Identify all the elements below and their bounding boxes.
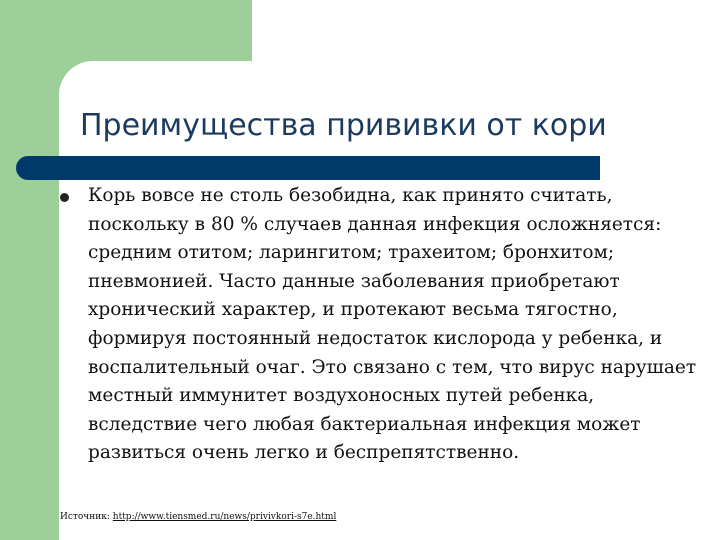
source-label: Источник: — [60, 512, 110, 522]
source-note — [60, 512, 336, 522]
source-link[interactable]: http://www.tiensmed.ru/news/privivkori-s7e.html — [112, 512, 337, 522]
bullet-icon — [60, 193, 69, 202]
title-underline-bar — [16, 156, 600, 180]
title-bar-body — [38, 156, 600, 180]
slide-title: Преимущества прививки от кори — [80, 108, 607, 143]
slide-body-text: Корь вовсе не столь безобидна, как принято считать, поскольку в 80 % случаев данная инфекция осложняется: средним отитом; ларингитом; трахеитом; бронхитом; пневмонией. Часто данные заболевания приобретают хронический характер, и протекают весьма тягостно, формируя постоянный недостаток кислорода у ребенка, и воспалительный очаг. Это связано с тем, что вирус нарушает местный иммунитет воздухоносных путей ребенка, вследствие чего любая бактериальная инфекция может развиться очень легко и беспрепятственно. — [88, 185, 697, 464]
